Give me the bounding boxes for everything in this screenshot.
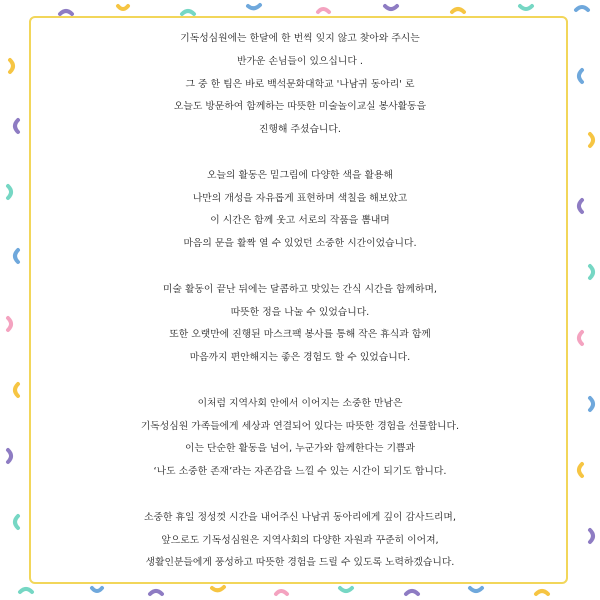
confetti-piece — [8, 450, 11, 462]
text-line: 또한 오랫만에 진행된 마스크팩 봉사를 통해 작은 휴식과 함께 — [169, 329, 431, 341]
confetti-piece — [118, 6, 128, 9]
confetti-piece — [15, 384, 18, 396]
text-line: 나만의 개성을 자유롭게 표현하며 색칠을 해보았고 — [192, 192, 408, 204]
text-line: 이처럼 지역사회 안에서 이어지는 소중한 만남은 — [197, 397, 403, 409]
confetti-piece — [92, 588, 102, 591]
confetti-piece — [590, 530, 593, 542]
confetti-piece — [15, 250, 18, 262]
text-line: 반가운 손님들이 있으십니다 . — [236, 55, 364, 67]
confetti-piece — [520, 6, 532, 9]
text-line: 소중한 휴일 정성껏 시간을 내어주신 나남귀 동아리에게 깊이 감사드리며, — [144, 511, 456, 523]
confetti-piece — [576, 7, 588, 10]
paragraph-4 — [20, 393, 580, 484]
confetti-piece — [212, 587, 224, 590]
confetti-piece — [182, 11, 194, 14]
confetti-piece — [340, 588, 352, 591]
text-line: 미술 활동이 끝난 뒤에는 달콤하고 맛있는 간식 시간을 함께하며, — [162, 283, 438, 295]
confetti-piece — [590, 134, 593, 146]
text-line: 이는 단순한 활동을 넘어, 누군가와 함께한다는 기쁨과 — [184, 443, 415, 455]
confetti-piece — [15, 120, 18, 132]
confetti-piece — [590, 398, 593, 410]
confetti-piece — [590, 266, 593, 278]
confetti-piece — [150, 591, 162, 594]
text-line: 기독성심원에는 한달에 한 번씩 잊지 않고 찾아와 주시는 — [180, 33, 420, 44]
text-line: 생활인분들에게 풍성하고 따뜻한 경험을 드릴 수 있도록 노력하겠습니다. — [145, 557, 455, 569]
text-line: 마음의 문을 활짝 열 수 있었던 소중한 시간이었습니다. — [183, 238, 417, 250]
paragraph-2 — [20, 165, 580, 256]
paragraph-1 — [20, 28, 580, 142]
confetti-piece — [470, 588, 482, 591]
text-line: 이 시간은 함께 웃고 서로의 작품을 뽐내며 — [210, 215, 390, 227]
confetti-piece — [385, 6, 397, 9]
confetti-piece — [8, 186, 11, 198]
confetti-piece — [318, 9, 329, 12]
confetti-piece — [60, 11, 72, 14]
body-text — [20, 28, 580, 575]
text-line: 따뜻한 정을 나눌 수 있었습니다. — [230, 306, 370, 318]
text-line: 기독성심원 가족들에게 세상과 연결되어 있다는 따뜻한 경험을 선물합니다. — [140, 420, 460, 432]
paragraph-5 — [20, 507, 580, 575]
text-line: 그 중 한 팀은 바로 백석문화대학교 '나남귀 동아리' 로 — [185, 78, 415, 90]
confetti-piece — [20, 589, 32, 592]
text-line: 진행해 주셨습니다. — [259, 124, 341, 136]
confetti-piece — [276, 591, 287, 594]
text-line: 앞으로도 기독성심원은 지역사회의 다양한 자원과 꾸준히 이어져, — [161, 534, 439, 546]
confetti-piece — [406, 591, 418, 594]
text-line: 오늘의 활동은 밑그림에 다양한 색을 활용해 — [207, 169, 393, 181]
confetti-piece — [8, 318, 11, 330]
text-line: 오늘도 방문하여 함께하는 따뜻한 미술놀이교실 봉사활동을 — [173, 101, 427, 113]
confetti-piece — [10, 60, 13, 72]
text-line: 마음까지 편안해지는 좋은 경험도 할 수 있었습니다. — [189, 352, 411, 364]
text-line: ‘나도 소중한 존재’라는 자존감을 느낄 수 있는 시간이 되기도 합니다. — [153, 466, 447, 478]
confetti-piece — [536, 591, 548, 594]
confetti-piece — [452, 9, 464, 12]
paragraph-3 — [20, 279, 580, 370]
confetti-piece — [248, 5, 260, 8]
confetti-piece — [15, 516, 18, 528]
